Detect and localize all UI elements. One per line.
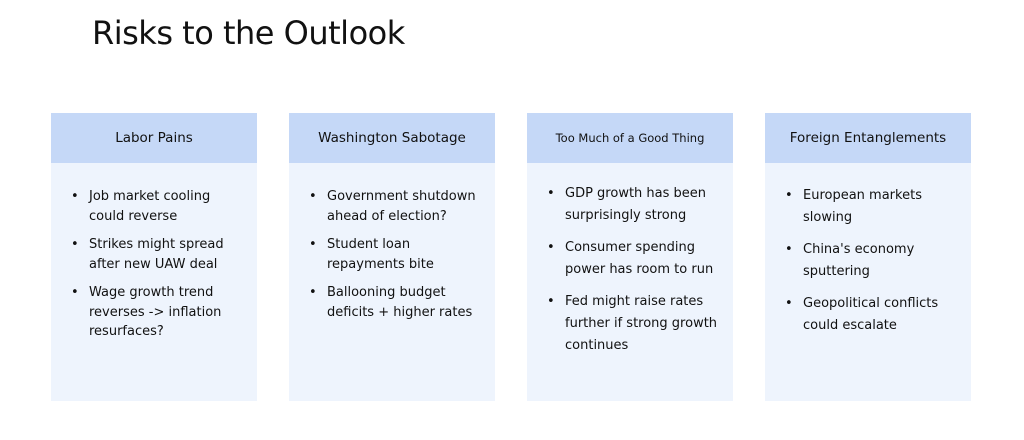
list-item: • European markets slowing bbox=[785, 185, 961, 229]
list-item: • Strikes might spread after new UAW deal bbox=[71, 235, 247, 274]
bullet-list bbox=[51, 163, 257, 342]
card-heading: Foreign Entanglements bbox=[765, 113, 971, 163]
list-item: • GDP growth has been surprisingly strong bbox=[547, 183, 723, 227]
list-item: • Student loan repayments bite bbox=[309, 235, 485, 274]
list-item: • China's economy sputtering bbox=[785, 239, 961, 283]
list-item: • Wage growth trend reverses -> inflation resurfaces? bbox=[71, 283, 247, 342]
slide-title: Risks to the Outlook bbox=[92, 14, 405, 52]
risk-card-washington-sabotage bbox=[289, 113, 495, 401]
list-item: • Government shutdown ahead of election? bbox=[309, 187, 485, 226]
bullet-list bbox=[289, 163, 495, 322]
bullet-list bbox=[765, 163, 971, 337]
list-item: • Consumer spending power has room to run bbox=[547, 237, 723, 281]
list-item: • Job market cooling could reverse bbox=[71, 187, 247, 226]
risk-card-too-much-good-thing bbox=[527, 113, 733, 401]
bullet-list bbox=[527, 163, 733, 357]
list-item: • Geopolitical conflicts could escalate bbox=[785, 293, 961, 337]
risk-card-foreign-entanglements bbox=[765, 113, 971, 401]
list-item: • Fed might raise rates further if strong growth continues bbox=[547, 291, 723, 357]
card-heading: Washington Sabotage bbox=[289, 113, 495, 163]
card-heading: Too Much of a Good Thing bbox=[527, 113, 733, 163]
risk-card-labor-pains bbox=[51, 113, 257, 401]
card-heading: Labor Pains bbox=[51, 113, 257, 163]
list-item: • Ballooning budget deficits + higher rates bbox=[309, 283, 485, 322]
